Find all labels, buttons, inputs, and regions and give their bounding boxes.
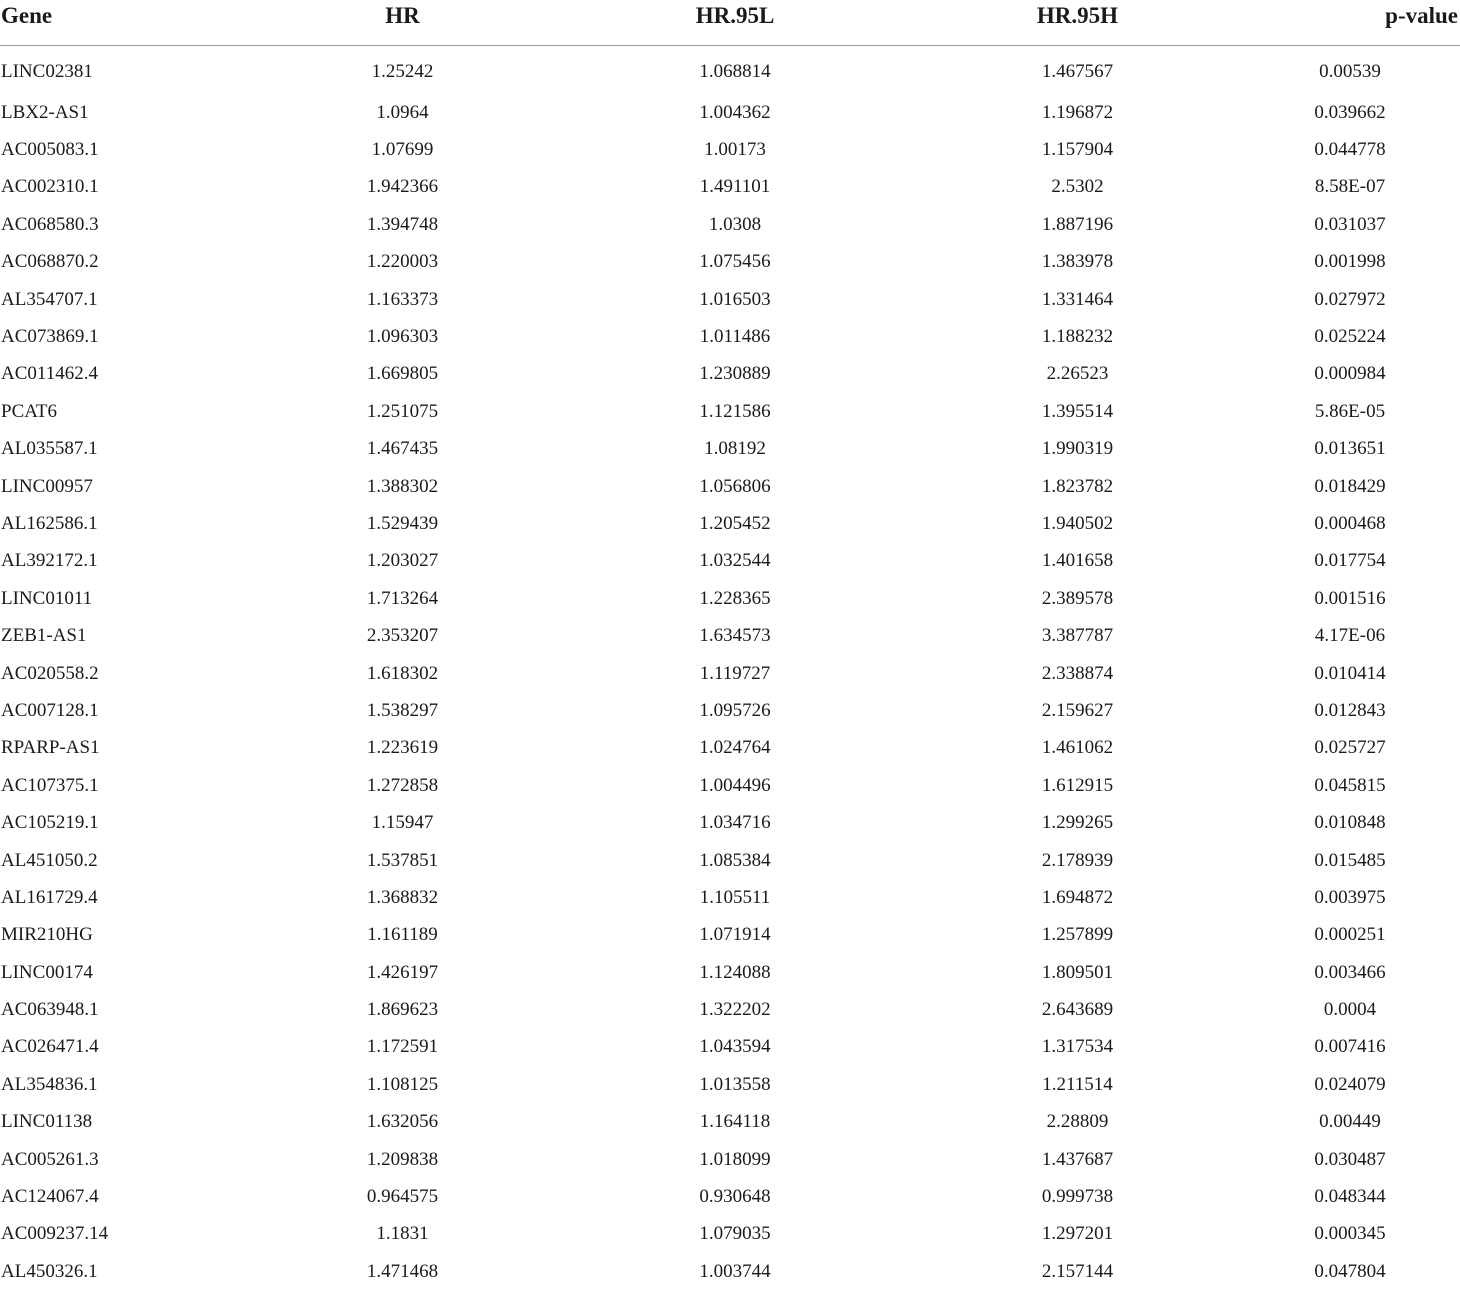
table-row [0, 318, 1460, 355]
hr-cell: 1.529439 [366, 512, 439, 534]
table-row [0, 244, 1460, 281]
p-value-cell: 0.000251 [1314, 924, 1386, 946]
table-row [0, 468, 1460, 505]
hr-95h-cell: 1.990319 [1041, 438, 1114, 460]
column-header-p-value: p-value [1240, 0, 1460, 46]
column-header-hr-95l: HR.95L [555, 0, 915, 46]
gene-cell: AC005083.1 [1, 139, 99, 161]
hr-95l-cell: 1.634573 [699, 625, 771, 647]
hr-95h-cell: 1.395514 [1041, 400, 1114, 422]
gene-cell: PCAT6 [1, 400, 57, 422]
p-value-cell: 0.047804 [1314, 1260, 1386, 1282]
hr-95h-cell: 1.887196 [1041, 213, 1114, 235]
p-value-cell: 0.015485 [1314, 849, 1386, 871]
header-row [0, 0, 1460, 46]
hr-95l-cell: 0.930648 [699, 1186, 771, 1208]
p-value-cell: 0.001516 [1314, 587, 1386, 609]
table-row [0, 1141, 1460, 1178]
table-row [0, 393, 1460, 430]
column-header-hr: HR [250, 0, 555, 46]
p-value-cell: 0.000984 [1314, 363, 1386, 385]
hr-95h-cell: 2.159627 [1041, 699, 1114, 721]
hr-95l-cell: 1.043594 [699, 1036, 771, 1058]
hr-cell: 1.538297 [366, 699, 439, 721]
hr-95h-cell: 1.331464 [1041, 288, 1114, 310]
hr-cell: 1.1831 [376, 1223, 429, 1245]
hr-cell: 1.869623 [366, 999, 439, 1021]
table-row [0, 954, 1460, 991]
p-value-cell: 8.58E-07 [1314, 176, 1386, 198]
p-value-cell: 0.031037 [1314, 213, 1386, 235]
hr-95l-cell: 1.056806 [699, 475, 771, 497]
hr-95h-cell: 2.643689 [1041, 999, 1114, 1021]
hr-95h-cell: 1.437687 [1041, 1148, 1114, 1170]
table-row [0, 617, 1460, 654]
gene-cell: AC002310.1 [1, 176, 99, 198]
p-value-cell: 0.010414 [1314, 662, 1386, 684]
p-value-cell: 0.025727 [1314, 737, 1386, 759]
table-header [0, 0, 1460, 46]
hr-cell: 1.272858 [366, 774, 439, 796]
gene-cell: LINC00174 [1, 961, 93, 983]
gene-cell: AL451050.2 [1, 849, 98, 871]
hr-95l-cell: 1.068814 [699, 61, 771, 82]
p-value-cell: 0.030487 [1314, 1148, 1386, 1170]
hr-95h-cell: 1.257899 [1041, 924, 1114, 946]
hr-cell: 1.618302 [366, 662, 439, 684]
hr-95l-cell: 1.322202 [699, 999, 771, 1021]
hr-95h-cell: 2.157144 [1041, 1260, 1114, 1282]
table-row [0, 655, 1460, 692]
hr-95h-cell: 1.612915 [1041, 774, 1114, 796]
table-row [0, 543, 1460, 580]
table-row [0, 46, 1460, 95]
hr-cell: 1.220003 [366, 251, 439, 273]
hr-95h-cell: 2.26523 [1046, 363, 1109, 385]
hr-cell: 1.669805 [366, 363, 439, 385]
hr-cell: 1.096303 [366, 326, 439, 348]
p-value-cell: 0.003975 [1314, 886, 1386, 908]
gene-cell: AC073869.1 [1, 326, 99, 348]
p-value-cell: 0.024079 [1314, 1073, 1386, 1095]
hr-cell: 1.223619 [366, 737, 439, 759]
hr-95l-cell: 1.119727 [699, 662, 771, 684]
hr-95h-cell: 1.823782 [1041, 475, 1114, 497]
hr-cell: 1.251075 [366, 400, 439, 422]
hr-cell: 1.471468 [366, 1260, 439, 1282]
hr-cell: 1.161189 [367, 924, 438, 946]
gene-cell: LINC01011 [1, 587, 93, 609]
p-value-cell: 0.010848 [1314, 812, 1386, 834]
gene-cell: AC007128.1 [1, 699, 99, 721]
hr-95h-cell: 1.188232 [1041, 326, 1114, 348]
hr-95h-cell: 1.467567 [1041, 61, 1114, 82]
hr-95l-cell: 1.079035 [699, 1223, 771, 1245]
p-value-cell: 0.000345 [1314, 1223, 1386, 1245]
gene-cell: AL450326.1 [1, 1260, 98, 1282]
hr-95h-cell: 1.317534 [1041, 1036, 1114, 1058]
p-value-cell: 0.012843 [1314, 699, 1386, 721]
hr-95h-cell: 1.694872 [1041, 886, 1114, 908]
p-value-cell: 0.017754 [1314, 550, 1386, 572]
hr-cell: 1.07699 [371, 139, 434, 161]
hr-95h-cell: 2.28809 [1046, 1111, 1109, 1133]
hr-95l-cell: 1.095726 [699, 699, 771, 721]
p-value-cell: 0.000468 [1314, 512, 1386, 534]
hr-95l-cell: 1.011486 [699, 326, 771, 348]
p-value-cell: 5.86E-05 [1314, 400, 1386, 422]
table-row [0, 879, 1460, 916]
table-row [0, 94, 1460, 131]
hr-95h-cell: 1.809501 [1041, 961, 1114, 983]
gene-cell: AC026471.4 [1, 1036, 99, 1058]
p-value-cell: 4.17E-06 [1314, 625, 1386, 647]
hr-95h-cell: 1.157904 [1041, 139, 1114, 161]
gene-cell: AC063948.1 [1, 999, 99, 1021]
hr-95l-cell: 1.205452 [699, 512, 771, 534]
table-row [0, 356, 1460, 393]
p-value-cell: 0.018429 [1314, 475, 1386, 497]
gene-cell: RPARP-AS1 [1, 737, 100, 759]
p-value-cell: 0.00449 [1319, 1111, 1381, 1133]
gene-cell: MIR210HG [1, 924, 93, 946]
hr-95l-cell: 1.085384 [699, 849, 771, 871]
gene-cell: AL162586.1 [1, 512, 98, 534]
p-value-cell: 0.044778 [1314, 139, 1386, 161]
table-row [0, 281, 1460, 318]
hr-95l-cell: 1.228365 [699, 587, 771, 609]
table-row [0, 842, 1460, 879]
column-header-hr-95h: HR.95H [915, 0, 1240, 46]
gene-cell: LBX2-AS1 [1, 101, 89, 123]
gene-cell: LINC01138 [1, 1111, 93, 1133]
hr-95l-cell: 1.018099 [699, 1148, 771, 1170]
hr-95l-cell: 1.124088 [699, 961, 771, 983]
table-row [0, 169, 1460, 206]
gene-cell: LINC02381 [1, 61, 93, 82]
hr-cell: 1.209838 [366, 1148, 439, 1170]
table-body [0, 46, 1460, 1291]
gene-cell: AC009237.14 [1, 1223, 109, 1245]
p-value-cell: 0.003466 [1314, 961, 1386, 983]
p-value-cell: 0.025224 [1314, 326, 1386, 348]
table-row [0, 1178, 1460, 1215]
hr-cell: 1.388302 [366, 475, 439, 497]
hr-95l-cell: 1.230889 [699, 363, 771, 385]
hr-cell: 1.394748 [366, 213, 439, 235]
hr-cell: 1.368832 [366, 886, 439, 908]
hr-95l-cell: 1.004496 [699, 774, 771, 796]
gene-cell: AC124067.4 [1, 1186, 99, 1208]
hr-95h-cell: 1.401658 [1041, 550, 1114, 572]
p-value-cell: 0.007416 [1314, 1036, 1386, 1058]
table-row [0, 431, 1460, 468]
gene-cell: AC105219.1 [1, 812, 99, 834]
table-row [0, 917, 1460, 954]
hr-95h-cell: 1.461062 [1041, 737, 1114, 759]
hr-cell: 1.713264 [366, 587, 439, 609]
hr-cell: 1.632056 [366, 1111, 439, 1133]
hr-cell: 1.426197 [366, 961, 439, 983]
table-row [0, 206, 1460, 243]
hr-95l-cell: 1.034716 [699, 812, 771, 834]
hr-95l-cell: 1.105511 [699, 886, 771, 908]
hr-95h-cell: 1.211514 [1042, 1073, 1113, 1095]
table-row [0, 1216, 1460, 1253]
hr-95h-cell: 2.389578 [1041, 587, 1114, 609]
table-row [0, 804, 1460, 841]
hr-95l-cell: 1.004362 [699, 101, 771, 123]
table-row [0, 505, 1460, 542]
p-value-cell: 0.0004 [1323, 999, 1377, 1021]
p-value-cell: 0.039662 [1314, 101, 1386, 123]
hr-95h-cell: 1.196872 [1041, 101, 1114, 123]
gene-cell: AC107375.1 [1, 774, 99, 796]
hr-95l-cell: 1.164118 [699, 1111, 771, 1133]
hr-95h-cell: 2.178939 [1041, 849, 1114, 871]
hr-cell: 0.964575 [366, 1186, 439, 1208]
hr-95l-cell: 1.024764 [699, 737, 771, 759]
gene-cell: ZEB1-AS1 [1, 625, 87, 647]
hr-95h-cell: 1.299265 [1041, 812, 1114, 834]
hr-cell: 1.203027 [366, 550, 439, 572]
hr-95l-cell: 1.016503 [699, 288, 771, 310]
hr-95h-cell: 1.297201 [1041, 1223, 1114, 1245]
hr-95h-cell: 2.338874 [1041, 662, 1114, 684]
hr-95l-cell: 1.071914 [699, 924, 771, 946]
hr-95h-cell: 2.5302 [1051, 176, 1104, 198]
hr-95h-cell: 0.999738 [1041, 1186, 1114, 1208]
gene-cell: AL035587.1 [1, 438, 98, 460]
p-value-cell: 0.001998 [1314, 251, 1386, 273]
table-row [0, 1066, 1460, 1103]
table-row [0, 991, 1460, 1028]
hr-95l-cell: 1.08192 [704, 438, 766, 460]
hr-cell: 1.467435 [366, 438, 439, 460]
hr-cell: 1.172591 [366, 1036, 439, 1058]
table-row [0, 730, 1460, 767]
hr-cell: 1.163373 [366, 288, 439, 310]
hr-cell: 1.25242 [371, 61, 434, 82]
table-row [0, 692, 1460, 729]
hr-95l-cell: 1.013558 [699, 1073, 771, 1095]
hr-95l-cell: 1.003744 [699, 1260, 771, 1282]
table-row [0, 131, 1460, 168]
gene-cell: AL354836.1 [1, 1073, 98, 1095]
hr-95l-cell: 1.00173 [704, 139, 766, 161]
hr-95h-cell: 1.940502 [1041, 512, 1114, 534]
hr-cell: 1.108125 [366, 1073, 439, 1095]
gene-cell: AC068580.3 [1, 213, 99, 235]
hr-95l-cell: 1.075456 [699, 251, 771, 273]
gene-cell: AC011462.4 [1, 363, 98, 385]
p-value-cell: 0.013651 [1314, 438, 1386, 460]
gene-cell: AL392172.1 [1, 550, 98, 572]
hr-95h-cell: 3.387787 [1041, 625, 1114, 647]
hr-95h-cell: 1.383978 [1041, 251, 1114, 273]
hr-cell: 2.353207 [366, 625, 439, 647]
column-header-gene: Gene [0, 0, 250, 46]
gene-cell: AL354707.1 [1, 288, 98, 310]
p-value-cell: 0.00539 [1319, 61, 1381, 82]
p-value-cell: 0.045815 [1314, 774, 1386, 796]
gene-cell: AC068870.2 [1, 251, 99, 273]
table-row [0, 580, 1460, 617]
table-row [0, 1253, 1460, 1290]
hr-95l-cell: 1.0308 [708, 213, 762, 235]
hr-cell: 1.942366 [366, 176, 439, 198]
hr-95l-cell: 1.491101 [699, 176, 771, 198]
hr-cell: 1.537851 [366, 849, 439, 871]
hr-cell: 1.15947 [371, 812, 434, 834]
table-row [0, 767, 1460, 804]
gene-cell: LINC00957 [1, 475, 93, 497]
table-row [0, 1029, 1460, 1066]
p-value-cell: 0.048344 [1314, 1186, 1386, 1208]
gene-cell: AC005261.3 [1, 1148, 99, 1170]
hr-95l-cell: 1.121586 [699, 400, 771, 422]
gene-cell: AL161729.4 [1, 886, 98, 908]
table-row [0, 1104, 1460, 1141]
hr-95l-cell: 1.032544 [699, 550, 771, 572]
p-value-cell: 0.027972 [1314, 288, 1386, 310]
hr-cell: 1.0964 [376, 101, 429, 123]
gene-cell: AC020558.2 [1, 662, 99, 684]
